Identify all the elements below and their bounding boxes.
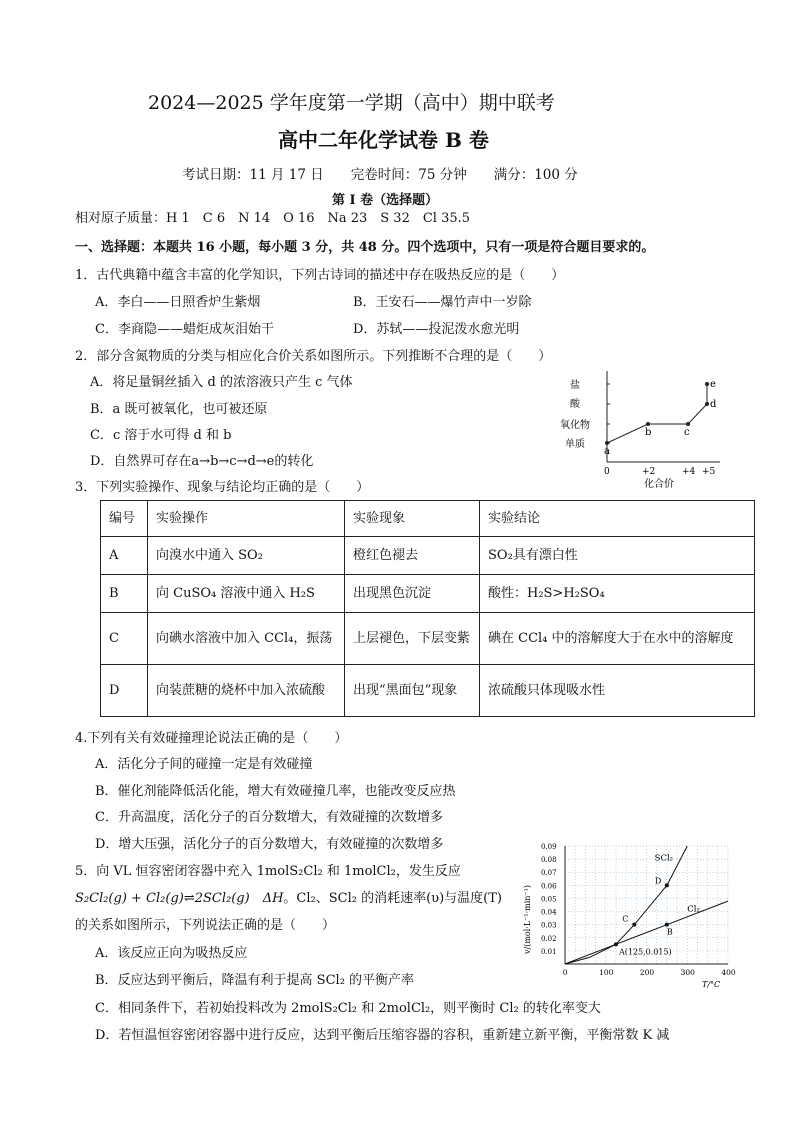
q1-stem: 1．古代典籍中蕴含丰富的化学知识，下列古诗词的描述中存在吸热反应的是（ ） (75, 268, 565, 283)
q5-option-a: A．该反应正向为吸热反应 (95, 946, 248, 961)
table-row (101, 575, 755, 613)
data-point (614, 942, 618, 946)
q2-option-c: C．c 溶于水可得 d 和 b (90, 428, 232, 443)
atomic-mass-line: 相对原子质量：H 1 C 6 N 14 O 16 Na 23 S 32 Cl 35.5 (75, 211, 471, 226)
data-point (632, 923, 636, 927)
rate-temperature-chart (518, 838, 738, 990)
series-line (565, 846, 687, 964)
exam-info: 考试日期：11 月 17 日 完卷时间：75 分钟 满分：100 分 (182, 167, 578, 183)
x-tick-5: +5 (702, 467, 716, 477)
chart-labels (523, 843, 736, 989)
q1-option-a: A．李白——日照香炉生紫烟 (95, 295, 261, 310)
label-e: e (710, 379, 716, 390)
paper-subtitle: 高中二年化学试卷 B 卷 (278, 128, 489, 152)
x-tick-label: 200 (639, 968, 655, 977)
q4-option-c: C．升高温度，活化分子的百分数增大，有效碰撞的次数增多 (95, 810, 443, 825)
header-cell: 实验操作 (148, 501, 345, 537)
series-label-scl2: SCl₂ (654, 853, 674, 864)
data-point (665, 923, 669, 927)
y-label-oxide: 氧化物 (560, 420, 590, 431)
y-tick-label: 0.01 (541, 947, 557, 956)
table-cell: 出现“黑面包”现象 (345, 665, 480, 717)
table-cell: 浓硫酸只体现吸水性 (480, 665, 755, 717)
q5-option-b: B．反应达到平衡后，降温有利于提高 SCl₂ 的平衡产率 (95, 973, 415, 988)
q5-stem-line2-text: 。Cl₂、SCl₂ 的消耗速率(υ)与温度(T) (283, 891, 502, 906)
table-cell: 橙红色褪去 (345, 537, 480, 575)
diagram-path (607, 384, 707, 443)
q4-option-b: B．催化剂能降低活化能，增大有效碰撞几率，也能改变反应热 (95, 784, 456, 799)
q5-stem-line3: 的关系如图所示，下列说法正确的是（ ） (75, 918, 336, 933)
table-row (101, 537, 755, 575)
header-cell: 实验结论 (480, 501, 755, 537)
q5-stem-line2 (75, 887, 502, 906)
chart-series (565, 846, 728, 964)
q2-option-a: A．将足量铜丝插入 d 的浓溶液只产生 c 气体 (90, 375, 353, 390)
q5-option-c: C．相同条件下，若初始投料改为 2molS₂Cl₂ 和 2molCl₂，则平衡时 Cl₂ 的转化率变大 (95, 1001, 601, 1016)
table-cell: 向溴水中通入 SO₂ (148, 537, 345, 575)
x-tick-4: +4 (682, 467, 696, 477)
y-tick-label: 0.06 (541, 882, 557, 891)
data-point (665, 883, 669, 887)
table-cell: 向 CuSO₄ 溶液中通入 H₂S (148, 575, 345, 613)
experiment-table (100, 500, 755, 717)
table-row (101, 665, 755, 717)
q1-option-b: B．王安石——爆竹声中一岁除 (353, 295, 532, 310)
q5-equation: S₂Cl₂(g) + Cl₂(g)⇌2SCl₂(g) ΔH (75, 891, 284, 906)
x-tick-0: 0 (604, 467, 610, 477)
q4-option-d: D．增大压强，活化分子的百分数增大，有效碰撞的次数增多 (95, 837, 444, 852)
point-label: C (622, 914, 629, 924)
y-tick-label: 0.09 (541, 843, 557, 851)
label-d: d (710, 399, 717, 410)
nitrogen-valence-diagram (560, 366, 730, 490)
table-cell: 酸性：H₂S>H₂SO₄ (480, 575, 755, 613)
q1-option-c: C．李商隐——蜡炬成灰泪始干 (95, 322, 274, 337)
series-label-cl2: Cl₂ (687, 904, 700, 915)
q4-stem: 4.下列有关有效碰撞理论说法正确的是（ ） (75, 731, 348, 746)
x-tick-label: 300 (680, 968, 695, 977)
table-cell: B (101, 575, 148, 613)
y-axis-title: v/(mol·L⁻¹·min⁻¹) (523, 885, 532, 954)
point-label: A(125,0.015) (618, 947, 672, 957)
point-e (705, 382, 709, 386)
label-c: c (684, 427, 690, 438)
y-label-salt: 盐 (570, 380, 580, 391)
table-cell: 向装蔗糖的烧杯中加入浓硫酸 (148, 665, 345, 717)
x-tick-label: 100 (599, 968, 614, 977)
y-label-element: 单质 (565, 439, 585, 450)
q2-option-b: B．a 既可被氧化，也可被还原 (90, 402, 268, 417)
y-tick-label: 0.02 (541, 934, 557, 943)
y-tick-label: 0.03 (541, 921, 557, 930)
point-c (686, 422, 690, 426)
q5-option-d: D．若恒温恒容密闭容器中进行反应，达到平衡后压缩容器的容积，重新建立新平衡，平衡常数 K 减 (95, 1028, 670, 1043)
point-d (705, 402, 709, 406)
q2-stem: 2．部分含氮物质的分类与相应化合价关系如图所示。下列推断不合理的是（ ） (75, 349, 552, 364)
table-cell: A (101, 537, 148, 575)
table-header-row (101, 501, 755, 537)
point-label: B (666, 927, 673, 937)
point-a (605, 441, 609, 445)
q3-stem: 3．下列实验操作、现象与结论均正确的是（ ） (75, 480, 370, 495)
x-tick-2: +2 (642, 467, 656, 477)
y-tick-label: 0.07 (541, 869, 557, 878)
chart-axes (565, 846, 728, 964)
header-cell: 实验现象 (345, 501, 480, 537)
table-cell: 碘在 CCl₄ 中的溶解度大于在水中的溶解度 (480, 613, 755, 665)
table-row (101, 613, 755, 665)
section-title: 第 I 卷（选择题） (332, 193, 439, 208)
chart-grid (565, 846, 728, 964)
table-cell: C (101, 613, 148, 665)
header-cell: 编号 (101, 501, 148, 537)
table-cell: 出现黑色沉淀 (345, 575, 480, 613)
point-label: D (654, 876, 662, 886)
part1-instruction: 一、选择题：本题共 16 小题，每小题 3 分，共 48 分。四个选项中，只有一项是符合题目要求的。 (75, 240, 655, 255)
y-tick-label: 0.08 (541, 856, 557, 865)
q1-option-d: D．苏轼——投泥泼水愈光明 (353, 322, 520, 337)
y-label-acid: 酸 (570, 399, 580, 410)
x-axis-title: T/°C (702, 980, 721, 989)
y-tick-label: 0.05 (541, 895, 557, 904)
exam-title: 2024—2025 学年度第一学期（高中）期中联考 (148, 92, 555, 114)
y-tick-label: 0.04 (541, 908, 557, 917)
label-b: b (645, 427, 652, 438)
point-b (646, 422, 650, 426)
table-cell: SO₂具有漂白性 (480, 537, 755, 575)
x-axis-title: 化合价 (644, 479, 674, 490)
table-cell: 上层褪色，下层变紫 (345, 613, 480, 665)
label-a: a (604, 446, 610, 457)
table-cell: 向碘水溶液中加入 CCl₄，振荡 (148, 613, 345, 665)
q5-stem-line1: 5．向 VL 恒容密闭容器中充入 1molS₂Cl₂ 和 1molCl₂，发生反应 (75, 864, 461, 879)
table-cell: D (101, 665, 148, 717)
q4-option-a: A．活化分子间的碰撞一定是有效碰撞 (95, 757, 313, 772)
q2-option-d: D．自然界可存在a→b→c→d→e的转化 (90, 454, 314, 469)
x-tick-label: 400 (721, 968, 736, 977)
x-tick-label: 0 (562, 968, 568, 977)
